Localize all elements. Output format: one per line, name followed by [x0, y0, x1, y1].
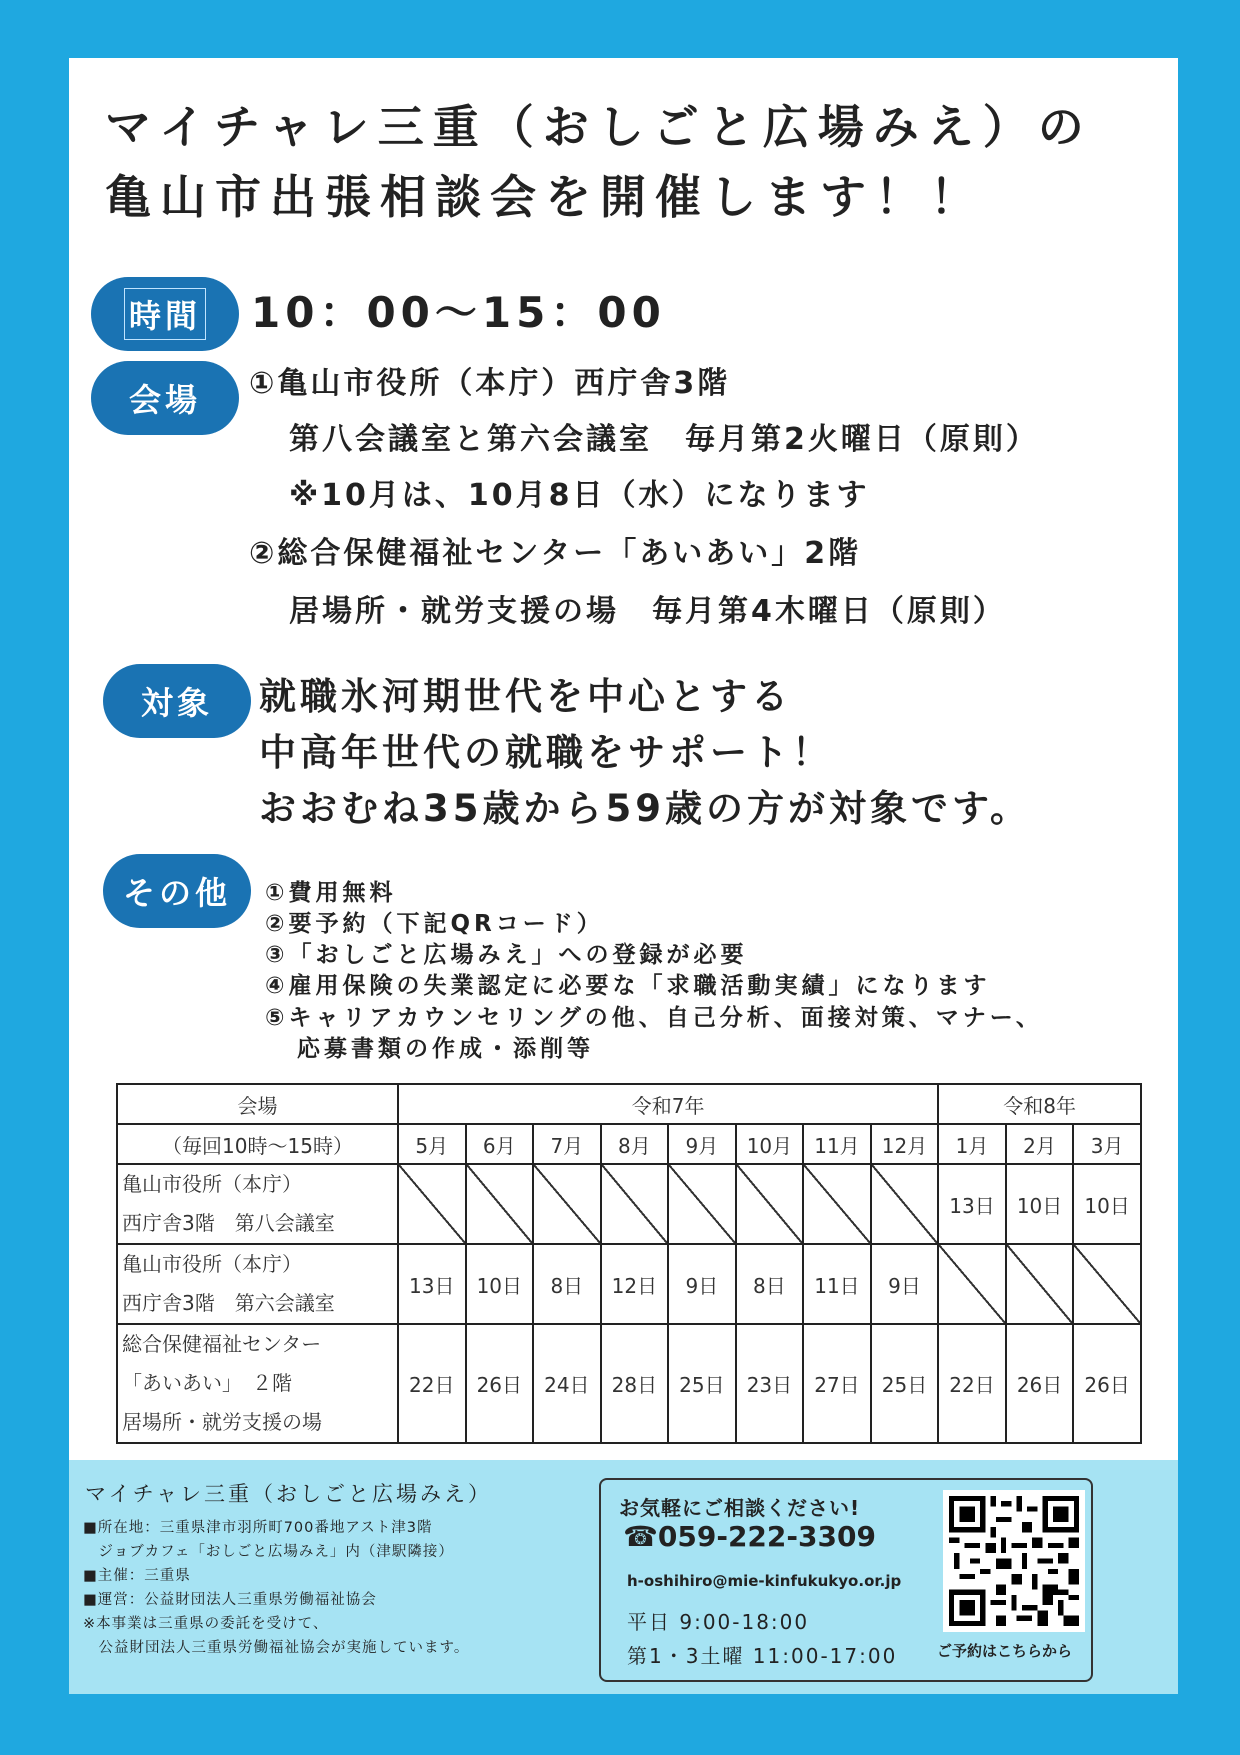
- no-session-cell: [938, 1244, 1006, 1324]
- time-label-badge: [91, 277, 239, 351]
- month-header: 3月: [1073, 1124, 1141, 1164]
- day-cell: 28日: [601, 1324, 669, 1443]
- org-info-line: ■運営：公益財団法人三重県労働福祉協会: [83, 1592, 377, 1608]
- no-session-cell: [736, 1164, 804, 1244]
- day-cell: 26日: [1073, 1324, 1141, 1443]
- other-line-1: ①費用無料: [265, 880, 397, 906]
- venue-line-4: ②総合保健福祉センター「あいあい」2階: [249, 536, 862, 571]
- day-cell: 10日: [466, 1244, 534, 1324]
- year-header-r8: 令和8年: [938, 1084, 1141, 1124]
- title-line-2: 亀山市出張相談会を開催します！！: [105, 170, 985, 224]
- title-line-1: マイチャレ三重（おしごと広場みえ）の: [105, 100, 1093, 154]
- month-header: 9月: [668, 1124, 736, 1164]
- day-cell: 9日: [668, 1244, 736, 1324]
- no-session-cell: [1073, 1244, 1141, 1324]
- day-cell: 13日: [398, 1244, 466, 1324]
- hours-weekday: 平日 9:00-18:00: [627, 1610, 810, 1634]
- no-session-cell: [871, 1164, 939, 1244]
- day-cell: 26日: [1006, 1324, 1074, 1443]
- no-session-cell: [601, 1164, 669, 1244]
- row-venue-line: 「あいあい」 ２階: [122, 1371, 292, 1395]
- org-info-line: ■主催：三重県: [83, 1568, 191, 1584]
- month-header: 8月: [601, 1124, 669, 1164]
- no-session-cell: [668, 1164, 736, 1244]
- target-line-3: おおむね35歳から59歳の方が対象です。: [259, 787, 1032, 830]
- table-row: [117, 1164, 1141, 1244]
- day-cell: 23日: [736, 1324, 804, 1443]
- time-label: 時間: [124, 288, 206, 340]
- month-header: 10月: [736, 1124, 804, 1164]
- year-header-r7: 令和7年: [398, 1084, 938, 1124]
- venue-label-badge: 会場: [91, 361, 239, 435]
- month-header: 11月: [803, 1124, 871, 1164]
- day-cell: 26日: [466, 1324, 534, 1443]
- qr-label: ご予約はこちらから: [937, 1642, 1073, 1660]
- row-venue-line: 西庁舎3階 第六会議室: [122, 1291, 335, 1315]
- row-venue-line: 居場所・就労支援の場: [122, 1410, 322, 1434]
- day-cell: 25日: [871, 1324, 939, 1443]
- venue-line-3: ※10月は、10月8日（水）になります: [289, 478, 870, 513]
- other-line-5: ⑤キャリアカウンセリングの他、自己分析、面接対策、マナー、: [265, 1005, 1043, 1031]
- org-info-line: ※本事業は三重県の委託を受けて、: [83, 1616, 329, 1632]
- org-info-line: 公益財団法人三重県労働福祉協会が実施しています。: [83, 1640, 470, 1656]
- day-cell: 8日: [533, 1244, 601, 1324]
- footer: [69, 1460, 1178, 1694]
- row-venue-line: 西庁舎3階 第八会議室: [122, 1211, 335, 1235]
- month-header: 2月: [1006, 1124, 1074, 1164]
- day-cell: 13日: [938, 1164, 1006, 1244]
- row-venue-line: 総合保健福祉センター: [122, 1332, 322, 1356]
- table-row: [117, 1324, 1141, 1443]
- page-title: [105, 92, 1155, 232]
- day-cell: 27日: [803, 1324, 871, 1443]
- row-venue: [117, 1324, 398, 1443]
- day-cell: 11日: [803, 1244, 871, 1324]
- day-cell: 9日: [871, 1244, 939, 1324]
- row-venue-line: 亀山市役所（本庁）: [122, 1172, 302, 1196]
- other-label-badge: その他: [103, 854, 251, 928]
- contact-box: [599, 1478, 1093, 1682]
- org-info-line: ジョブカフェ「おしごと広場みえ」内（津駅隣接）: [83, 1544, 454, 1560]
- no-session-cell: [1006, 1244, 1074, 1324]
- other-line-2: ②要予約（下記QRコード）: [265, 911, 604, 937]
- day-cell: 25日: [668, 1324, 736, 1443]
- month-header: 1月: [938, 1124, 1006, 1164]
- other-line-6: 応募書類の作成・添削等: [297, 1036, 594, 1062]
- schedule-table: [116, 1083, 1142, 1444]
- month-header: 6月: [466, 1124, 534, 1164]
- month-header: 5月: [398, 1124, 466, 1164]
- month-header: 7月: [533, 1124, 601, 1164]
- table-row: [117, 1244, 1141, 1324]
- day-cell: 12日: [601, 1244, 669, 1324]
- target-line-1: 就職氷河期世代を中心とする: [259, 675, 792, 718]
- no-session-cell: [803, 1164, 871, 1244]
- hours-saturday: 第1・3土曜 11:00-17:00: [627, 1644, 898, 1668]
- row-venue-line: 亀山市役所（本庁）: [122, 1252, 302, 1276]
- no-session-cell: [466, 1164, 534, 1244]
- day-cell: 10日: [1073, 1164, 1141, 1244]
- time-value: 10：00～15：00: [251, 288, 666, 337]
- other-line-4: ④雇用保険の失業認定に必要な「求職活動実績」になります: [265, 973, 991, 999]
- venue-line-2: 第八会議室と第六会議室 毎月第2火曜日（原則）: [289, 422, 1039, 457]
- month-header: 12月: [871, 1124, 939, 1164]
- target-line-2: 中高年世代の就職をサポート！: [259, 731, 833, 774]
- org-info-line: ■所在地：三重県津市羽所町700番地アスト津3階: [83, 1520, 433, 1536]
- day-cell: 22日: [398, 1324, 466, 1443]
- venue-header: 会場: [117, 1084, 398, 1124]
- other-line-3: ③「おしごと広場みえ」への登録が必要: [265, 942, 748, 968]
- day-cell: 10日: [1006, 1164, 1074, 1244]
- target-label-badge: 対象: [103, 664, 251, 738]
- row-venue: [117, 1244, 398, 1324]
- day-cell: 8日: [736, 1244, 804, 1324]
- venue-line-1: ①亀山市役所（本庁）西庁舎3階: [249, 366, 731, 401]
- no-session-cell: [533, 1164, 601, 1244]
- email-address[interactable]: h-oshihiro@mie-kinfukukyo.or.jp: [627, 1572, 902, 1590]
- org-name: マイチャレ三重（おしごと広場みえ）: [85, 1482, 492, 1506]
- contact-lead: お気軽にご相談ください!: [619, 1496, 861, 1520]
- venue-subheader: （毎回10時～15時）: [117, 1124, 398, 1164]
- no-session-cell: [398, 1164, 466, 1244]
- flyer-sheet: [69, 58, 1178, 1694]
- day-cell: 22日: [938, 1324, 1006, 1443]
- venue-line-5: 居場所・就労支援の場 毎月第4木曜日（原則）: [289, 594, 1006, 629]
- day-cell: 24日: [533, 1324, 601, 1443]
- phone-number[interactable]: ☎059-222-3309: [623, 1520, 876, 1553]
- qr-code[interactable]: [943, 1490, 1085, 1632]
- qr-code-icon: [949, 1496, 1079, 1626]
- row-venue: [117, 1164, 398, 1244]
